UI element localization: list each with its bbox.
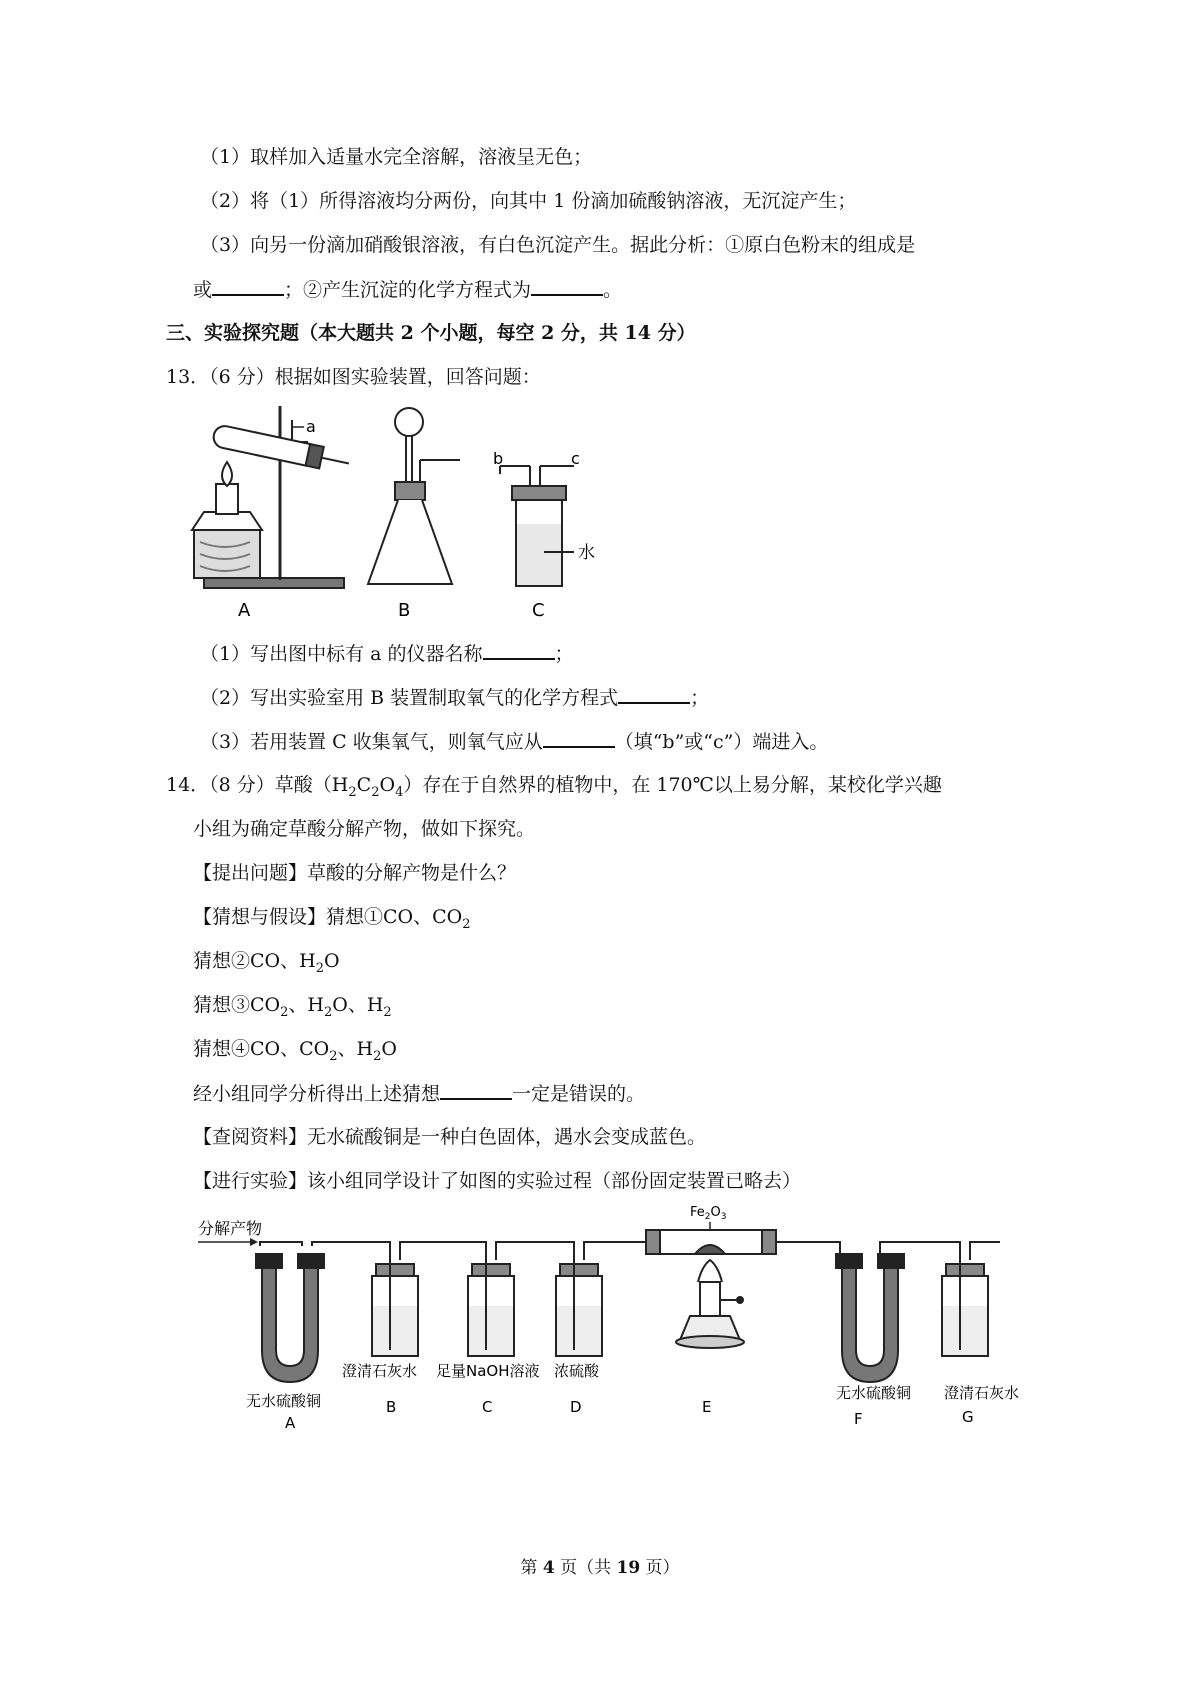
label-c: c: [571, 449, 580, 468]
label-F-text: 无水硫酸铜: [836, 1384, 912, 1402]
page-footer: 第 4 页（共 19 页）: [520, 1558, 680, 1578]
label-E: E: [702, 1398, 712, 1416]
q14-hypothesis-1: 【猜想与假设】猜想①CO、$CO_2$: [193, 906, 471, 932]
q13-part1: [200, 640, 574, 667]
label-water: 水: [578, 543, 595, 563]
text: （1）写出图中标有 a 的仪器名称: [200, 643, 483, 665]
label-fe2o3: $Fe_2O_3$: [690, 1205, 727, 1222]
answer-blank[interactable]: [483, 640, 555, 660]
q13-apparatus-figure: [190, 402, 630, 624]
q14-stem: 14．（8 分）草酸$(H_2C_2O_4)$存在于自然界的植物中，在 170℃以上易分解，某校化学兴趣: [166, 774, 942, 800]
label-G: G: [962, 1408, 974, 1426]
text: ；②产生沉淀的化学方程式为: [284, 279, 532, 301]
q14-hypothesis-3: 猜想$③CO_2$、$H_2O$、$H_2$: [193, 994, 392, 1020]
text: ；: [690, 687, 710, 709]
apparatus-G: [942, 1260, 988, 1356]
label-F: F: [854, 1410, 863, 1428]
label-B: B: [386, 1398, 397, 1416]
answer-blank[interactable]: [531, 276, 603, 296]
label-B-text: 澄清石灰水: [342, 1362, 418, 1380]
q14-experiment: 【进行实验】该小组同学设计了如图的实验过程（部份固定装置已略去）: [193, 1170, 802, 1192]
apparatus-F: [836, 1254, 904, 1382]
q13-part3: [200, 728, 828, 755]
text: 。: [603, 279, 623, 301]
apparatus-a: [192, 406, 351, 588]
carryover-step3-continued: [193, 276, 622, 303]
answer-blank[interactable]: [212, 276, 284, 296]
q14-info: 【查阅资料】无水硫酸铜是一种白色固体，遇水会变成蓝色。: [193, 1126, 707, 1148]
carryover-step3: （3）向另一份滴加硝酸银溶液，有白色沉淀产生。据此分析：①原白色粉末的组成是: [200, 234, 916, 256]
text: （填“b”或“c”）端进入。: [614, 731, 829, 753]
carryover-step2: （2）将（1）所得溶液均分两份，向其中 1 份滴加硫酸钠溶液，无沉淀产生；: [200, 190, 857, 212]
label-A-text: 无水硫酸铜: [246, 1392, 322, 1410]
label-G-text: 澄清石灰水: [944, 1384, 1020, 1402]
q14-apparatus-figure: [190, 1200, 1040, 1430]
label-C-text: 足量NaOH溶液: [436, 1362, 540, 1380]
label-inlet: 分解产物: [198, 1219, 263, 1238]
section-title: 三、实验探究题（本大题共 2 个小题，每空 2 分，共 14 分）: [166, 322, 696, 344]
apparatus-D: [556, 1260, 602, 1356]
answer-blank[interactable]: [618, 684, 690, 704]
label-D: D: [570, 1398, 582, 1416]
text-or: 或: [193, 279, 213, 301]
carryover-step1: （1）取样加入适量水完全溶解，溶液呈无色；: [200, 146, 593, 168]
q13-part2: [200, 684, 709, 711]
q14-question: 【提出问题】草酸的分解产物是什么？: [193, 862, 517, 884]
label-a: a: [306, 417, 316, 436]
apparatus-C: [468, 1260, 514, 1356]
apparatus-B: [372, 1260, 418, 1356]
apparatus-A: [256, 1254, 324, 1382]
text: （2）写出实验室用 B 装置制取氧气的化学方程式: [200, 687, 619, 709]
label-D-text: 浓硫酸: [554, 1362, 600, 1380]
label-C: C: [482, 1398, 493, 1416]
label-b: b: [493, 449, 504, 468]
q14-hypothesis-2: 猜想②CO、$H_2O$: [193, 950, 340, 976]
answer-blank[interactable]: [440, 1080, 512, 1100]
q13-stem: 13．（6 分）根据如图实验装置，回答问题：: [166, 366, 541, 388]
label-A: A: [238, 600, 251, 621]
answer-blank[interactable]: [543, 728, 615, 748]
text: （3）若用装置 C 收集氧气，则氧气应从: [200, 731, 543, 753]
apparatus-c: [500, 466, 574, 586]
label-B: B: [398, 600, 411, 621]
q14-analysis: 经小组同学分析得出上述猜想 一定是错误的。: [193, 1080, 645, 1107]
q14-hypothesis-4: 猜想④CO、$CO_2$、$H_2O$: [193, 1038, 397, 1064]
apparatus-E: [646, 1230, 776, 1348]
apparatus-b: [368, 408, 460, 584]
text: ；: [554, 643, 574, 665]
label-A: A: [285, 1414, 296, 1430]
label-C: C: [532, 600, 545, 621]
q14-stem-line2: 小组为确定草酸分解产物，做如下探究。: [193, 818, 536, 840]
